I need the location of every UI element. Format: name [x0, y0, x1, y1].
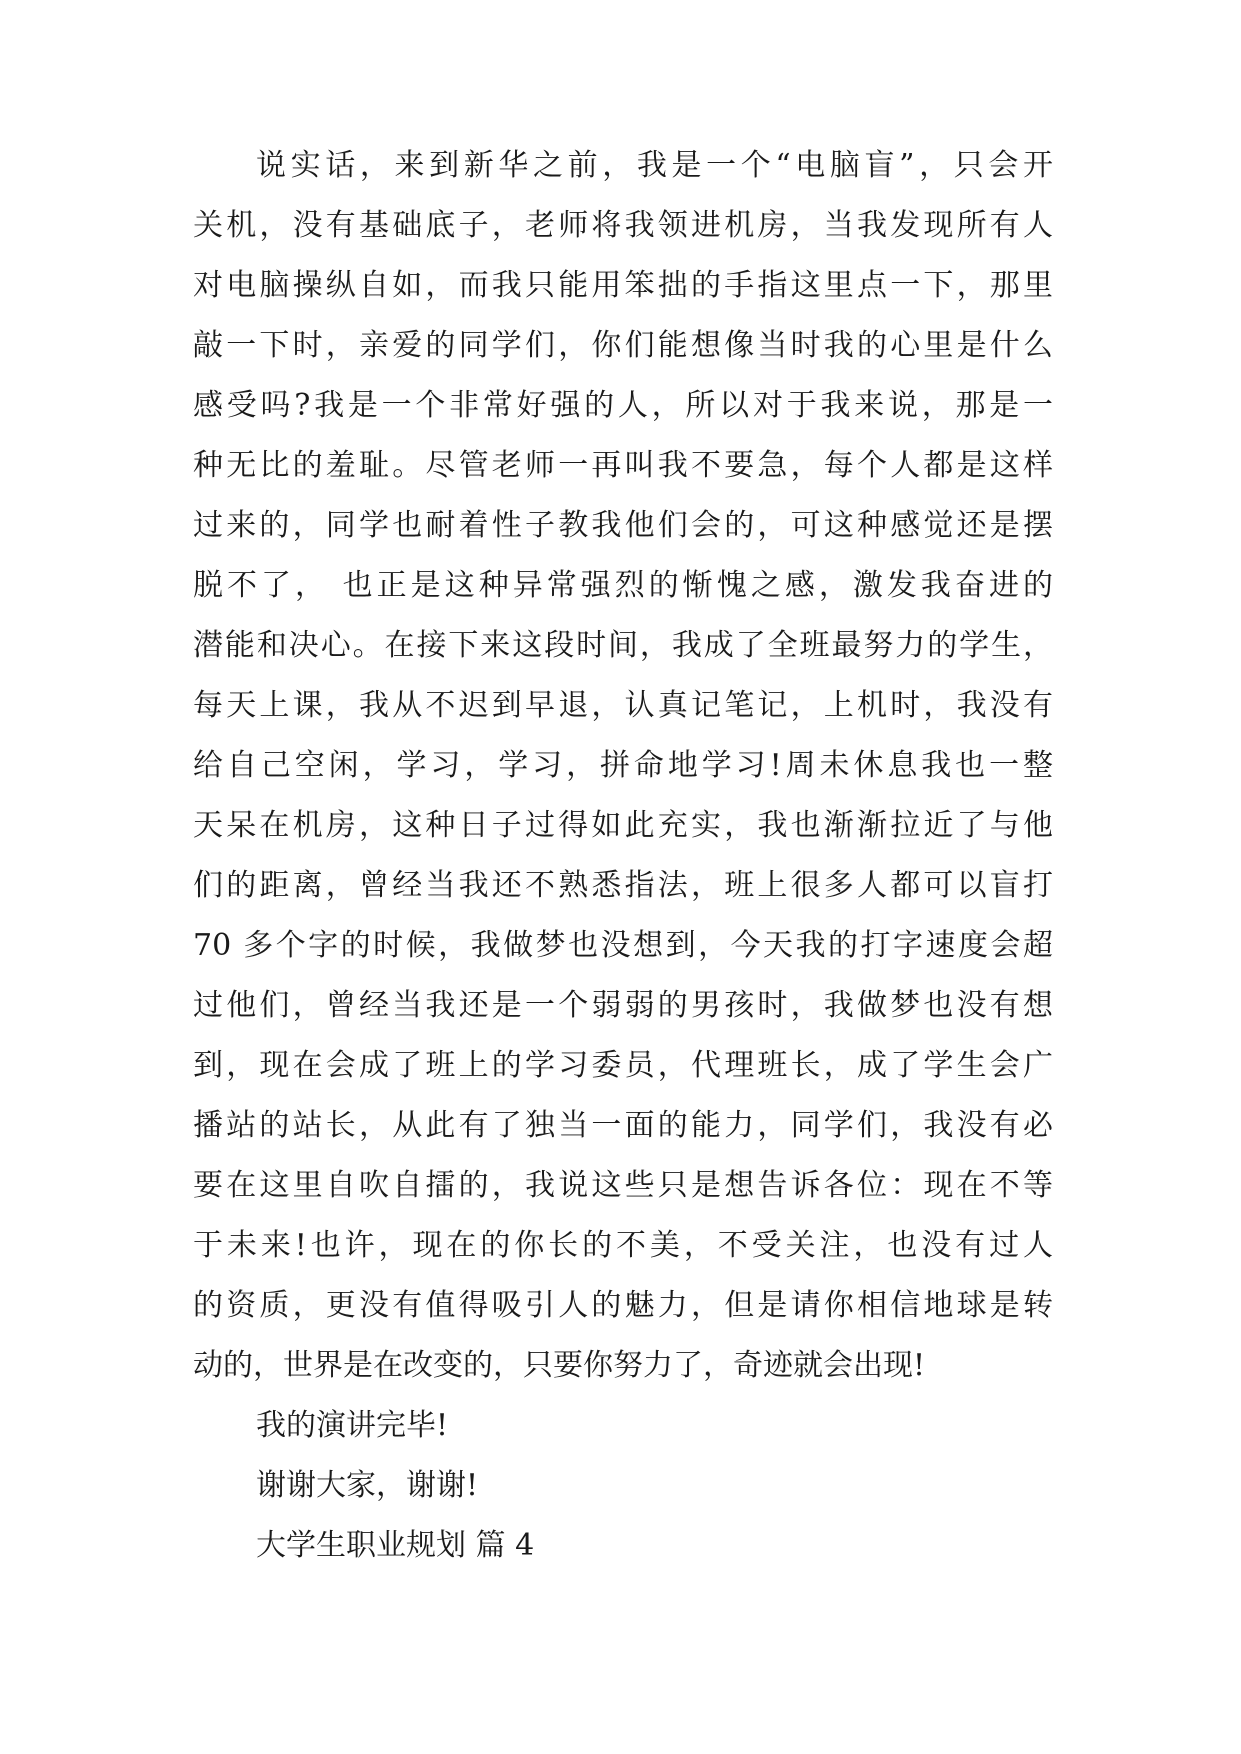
- paragraph-line-5: 感受吗?我是一个非常好强的人，所以对于我来说，那是一: [193, 388, 1053, 423]
- paragraph-line-14: 70 多个字的时候，我做梦也没想到，今天我的打字速度会超: [193, 928, 1053, 963]
- paragraph-line-1: 说实话，来到新华之前，我是一个“电脑盲”，只会开: [256, 148, 1053, 183]
- paragraph-line-4: 敲一下时，亲爱的同学们，你们能想像当时我的心里是什么: [193, 328, 1053, 363]
- paragraph-line-13: 们的距离，曾经当我还不熟悉指法，班上很多人都可以盲打: [193, 868, 1053, 903]
- paragraph-line-21: 动的，世界是在改变的，只要你努力了，奇迹就会出现!: [193, 1348, 926, 1383]
- closing-line: 我的演讲完毕!: [256, 1408, 449, 1443]
- paragraph-line-17: 播站的站长，从此有了独当一面的能力，同学们，我没有必: [193, 1108, 1053, 1143]
- paragraph-line-20: 的资质，更没有值得吸引人的魅力，但是请你相信地球是转: [193, 1288, 1053, 1323]
- section-heading: 大学生职业规划 篇 4: [256, 1528, 535, 1563]
- paragraph-line-19: 于未来!也许，现在的你长的不美，不受关注，也没有过人: [193, 1228, 1053, 1263]
- paragraph-line-2: 关机，没有基础底子，老师将我领进机房，当我发现所有人: [193, 208, 1053, 243]
- paragraph-line-11: 给自己空闲，学习，学习，拼命地学习!周未休息我也一整: [193, 748, 1053, 783]
- paragraph-line-8: 脱不了， 也正是这种异常强烈的惭愧之感，激发我奋进的: [193, 568, 1053, 603]
- thanks-line: 谢谢大家，谢谢!: [256, 1468, 479, 1503]
- paragraph-line-6: 种无比的羞耻。尽管老师一再叫我不要急，每个人都是这样: [193, 448, 1053, 483]
- paragraph-line-12: 天呆在机房，这种日子过得如此充实，我也渐渐拉近了与他: [193, 808, 1053, 843]
- paragraph-line-3: 对电脑操纵自如，而我只能用笨拙的手指这里点一下，那里: [193, 268, 1053, 303]
- paragraph-line-16: 到，现在会成了班上的学习委员，代理班长，成了学生会广: [193, 1048, 1053, 1083]
- paragraph-line-18: 要在这里自吹自擂的，我说这些只是想告诉各位：现在不等: [193, 1168, 1053, 1203]
- paragraph-line-7: 过来的，同学也耐着性子教我他们会的，可这种感觉还是摆: [193, 508, 1053, 543]
- paragraph-line-10: 每天上课，我从不迟到早退，认真记笔记，上机时，我没有: [193, 688, 1053, 723]
- paragraph-line-15: 过他们，曾经当我还是一个弱弱的男孩时，我做梦也没有想: [193, 988, 1053, 1023]
- paragraph-line-9: 潜能和决心。在接下来这段时间，我成了全班最努力的学生，: [193, 628, 1053, 663]
